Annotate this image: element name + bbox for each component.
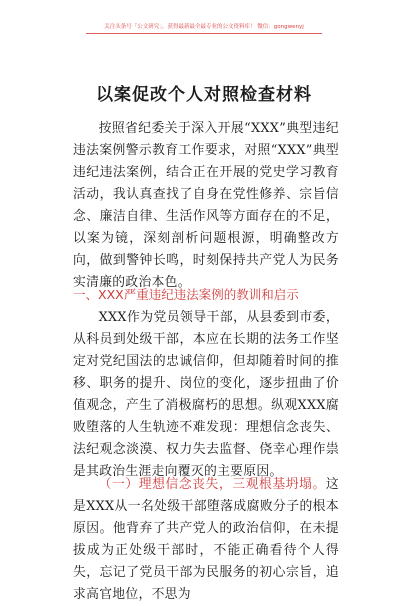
intro-paragraph: 按照省纪委关于深入开展“XXX”典型违纪违法案例警示教育工作要求，对照“XXX”典型违纪违法案例，结合正在开展的党史学习教育活动，我认真查找了自身在党性修养、宗旨信念、廉洁自律、生活作风等方面存在的不足，以案为镜，深刻剖析问题根源，明确整改方向，做到警钟长鸣，时刻保持共产党人为民务实清廉的政治本色。: [73, 121, 339, 290]
subsection-heading: （一）理想信念丧失，三观根基坍塌。: [98, 477, 326, 492]
subsection-paragraph: [73, 474, 339, 606]
document-title: 以案促改个人对照检查材料: [96, 85, 312, 105]
header-divider: [86, 33, 322, 34]
subsection-text: 这是XXX从一名处级干部堕落成腐败分子的根本原因。他背弃了共产党人的政治信仰，在未提拔成为正处级干部时，不能正确看待个人得失，忘记了党员干部为民服务的初心宗旨，追求高官地位，不思为: [73, 477, 339, 602]
section-paragraph: XXX作为党员领导干部，从县委到市委，从科员到处级干部，本应在长期的法务工作坚定对党纪国法的忠诚信仰，但却随着时间的推移、职务的提升、岗位的变化，逐步扭曲了价值观念，产生了消极腐朽的思想。纵观XXX腐败堕落的人生轨迹不难发现：理想信念丧失、法纪观念淡漠、权力失去监督、侥幸心理作祟是其政治生涯走向覆灭的主要原因。: [73, 310, 339, 479]
header-banner: 关注头条号「公文研究」，获得最新最全最专业的公文资料库！ 微信：gongwenyj: [104, 24, 304, 30]
section-heading: 一、XXX严重违纪违法案例的教训和启示: [73, 287, 299, 302]
